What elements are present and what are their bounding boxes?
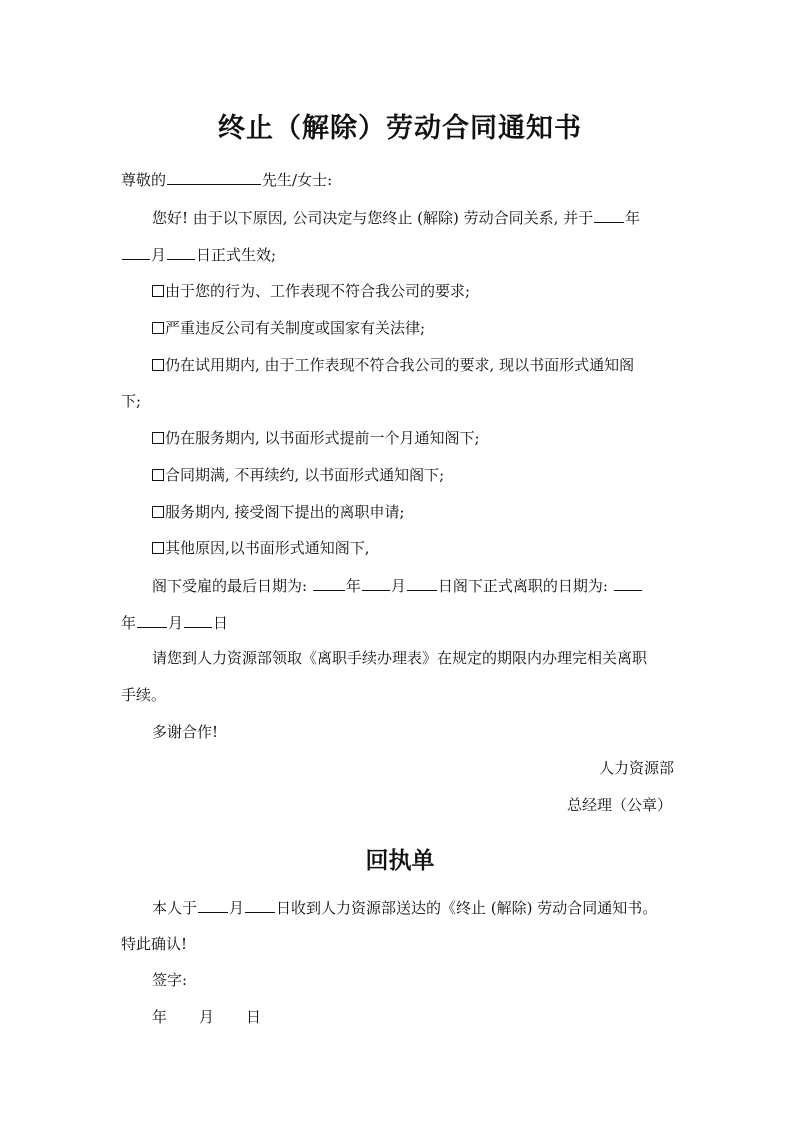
year-blank xyxy=(313,575,345,591)
receipt-suffix: 日收到人力资源部送达的《终止 (解除) 劳动合同通知书。 xyxy=(276,899,658,917)
reason-item xyxy=(152,465,444,485)
intro-text: 您好! 由于以下原因, 公司决定与您终止 (解除) 劳动合同关系, 并于 xyxy=(152,209,594,227)
thanks-text: 多谢合作! xyxy=(152,723,219,741)
reason-label-continued: 下; xyxy=(121,392,142,410)
receipt-line-1 xyxy=(152,897,657,918)
instruction-line-2: 手续。 xyxy=(121,686,167,704)
intro-month: 月 xyxy=(151,246,167,264)
month-blank xyxy=(137,612,167,628)
year-blank xyxy=(594,207,624,223)
last-date-line-1 xyxy=(152,575,643,596)
checkbox[interactable] xyxy=(152,469,164,481)
name-blank xyxy=(167,169,261,185)
leave-date-prefix: 日阁下正式离职的日期为: xyxy=(437,577,608,595)
reason-continuation xyxy=(121,391,141,411)
reason-item xyxy=(152,428,480,448)
day-blank xyxy=(184,612,212,628)
month-blank xyxy=(198,897,228,913)
reason-item xyxy=(152,318,425,338)
greeting-line xyxy=(121,169,332,190)
year-blank xyxy=(614,575,642,591)
month-blank xyxy=(122,244,150,260)
intro-line-1 xyxy=(152,207,640,228)
reason-label: 仍在服务期内, 以书面形式提前一个月通知阁下; xyxy=(165,429,480,447)
receipt-date-month: 月 xyxy=(199,1008,215,1026)
reason-label: 仍在试用期内, 由于工作表现不符合我公司的要求, 现以书面形式通知阁 xyxy=(165,356,635,374)
department-signature: 人力资源部 xyxy=(599,759,675,777)
greeting-prefix: 尊敬的 xyxy=(121,171,167,189)
reason-item xyxy=(152,502,405,522)
day-blank xyxy=(167,244,195,260)
document-title: 终止（解除）劳动合同通知书 xyxy=(218,113,582,144)
last-date-prefix: 阁下受雇的最后日期为: xyxy=(152,577,308,595)
reason-item xyxy=(152,281,470,301)
reason-label: 由于您的行为、工作表现不符合我公司的要求; xyxy=(165,282,471,300)
leave-date-month: 月 xyxy=(168,614,184,632)
day-blank xyxy=(245,897,275,913)
reason-label: 其他原因,以书面形式通知阁下, xyxy=(165,539,370,557)
last-date-month: 月 xyxy=(390,577,406,595)
checkbox[interactable] xyxy=(152,432,164,444)
manager-seal: 总经理（公章） xyxy=(567,796,673,814)
reason-label: 服务期内, 接受阁下提出的离职申请; xyxy=(165,503,405,521)
receipt-date-year: 年 xyxy=(152,1008,168,1026)
checkbox[interactable] xyxy=(152,322,164,334)
reason-label: 严重违反公司有关制度或国家有关法律; xyxy=(165,319,426,337)
last-date-year: 年 xyxy=(345,577,361,595)
receipt-month: 月 xyxy=(229,899,245,917)
receipt-confirm: 特此确认! xyxy=(121,935,188,953)
reason-item xyxy=(152,538,370,558)
reason-item xyxy=(152,355,634,375)
checkbox[interactable] xyxy=(152,359,164,371)
leave-date-day: 日 xyxy=(213,614,229,632)
checkbox[interactable] xyxy=(152,542,164,554)
receipt-prefix: 本人于 xyxy=(152,899,198,917)
day-blank xyxy=(407,575,437,591)
intro-line-2 xyxy=(121,244,276,265)
last-date-line-2 xyxy=(121,612,228,633)
intro-year: 年 xyxy=(625,209,641,227)
checkbox[interactable] xyxy=(152,506,164,518)
month-blank xyxy=(362,575,390,591)
checkbox[interactable] xyxy=(152,285,164,297)
greeting-suffix: 先生/女士: xyxy=(262,171,333,189)
intro-day: 日正式生效; xyxy=(196,246,277,264)
receipt-date-day: 日 xyxy=(246,1008,262,1026)
receipt-date xyxy=(152,1007,261,1027)
receipt-sign-label: 签字: xyxy=(152,971,188,989)
reason-label: 合同期满, 不再续约, 以书面形式通知阁下; xyxy=(165,466,445,484)
instruction-line-1: 请您到人力资源部领取《离职手续办理表》在规定的期限内办理完相关离职 xyxy=(152,649,648,667)
receipt-title: 回执单 xyxy=(365,848,435,874)
leave-date-year: 年 xyxy=(121,614,137,632)
